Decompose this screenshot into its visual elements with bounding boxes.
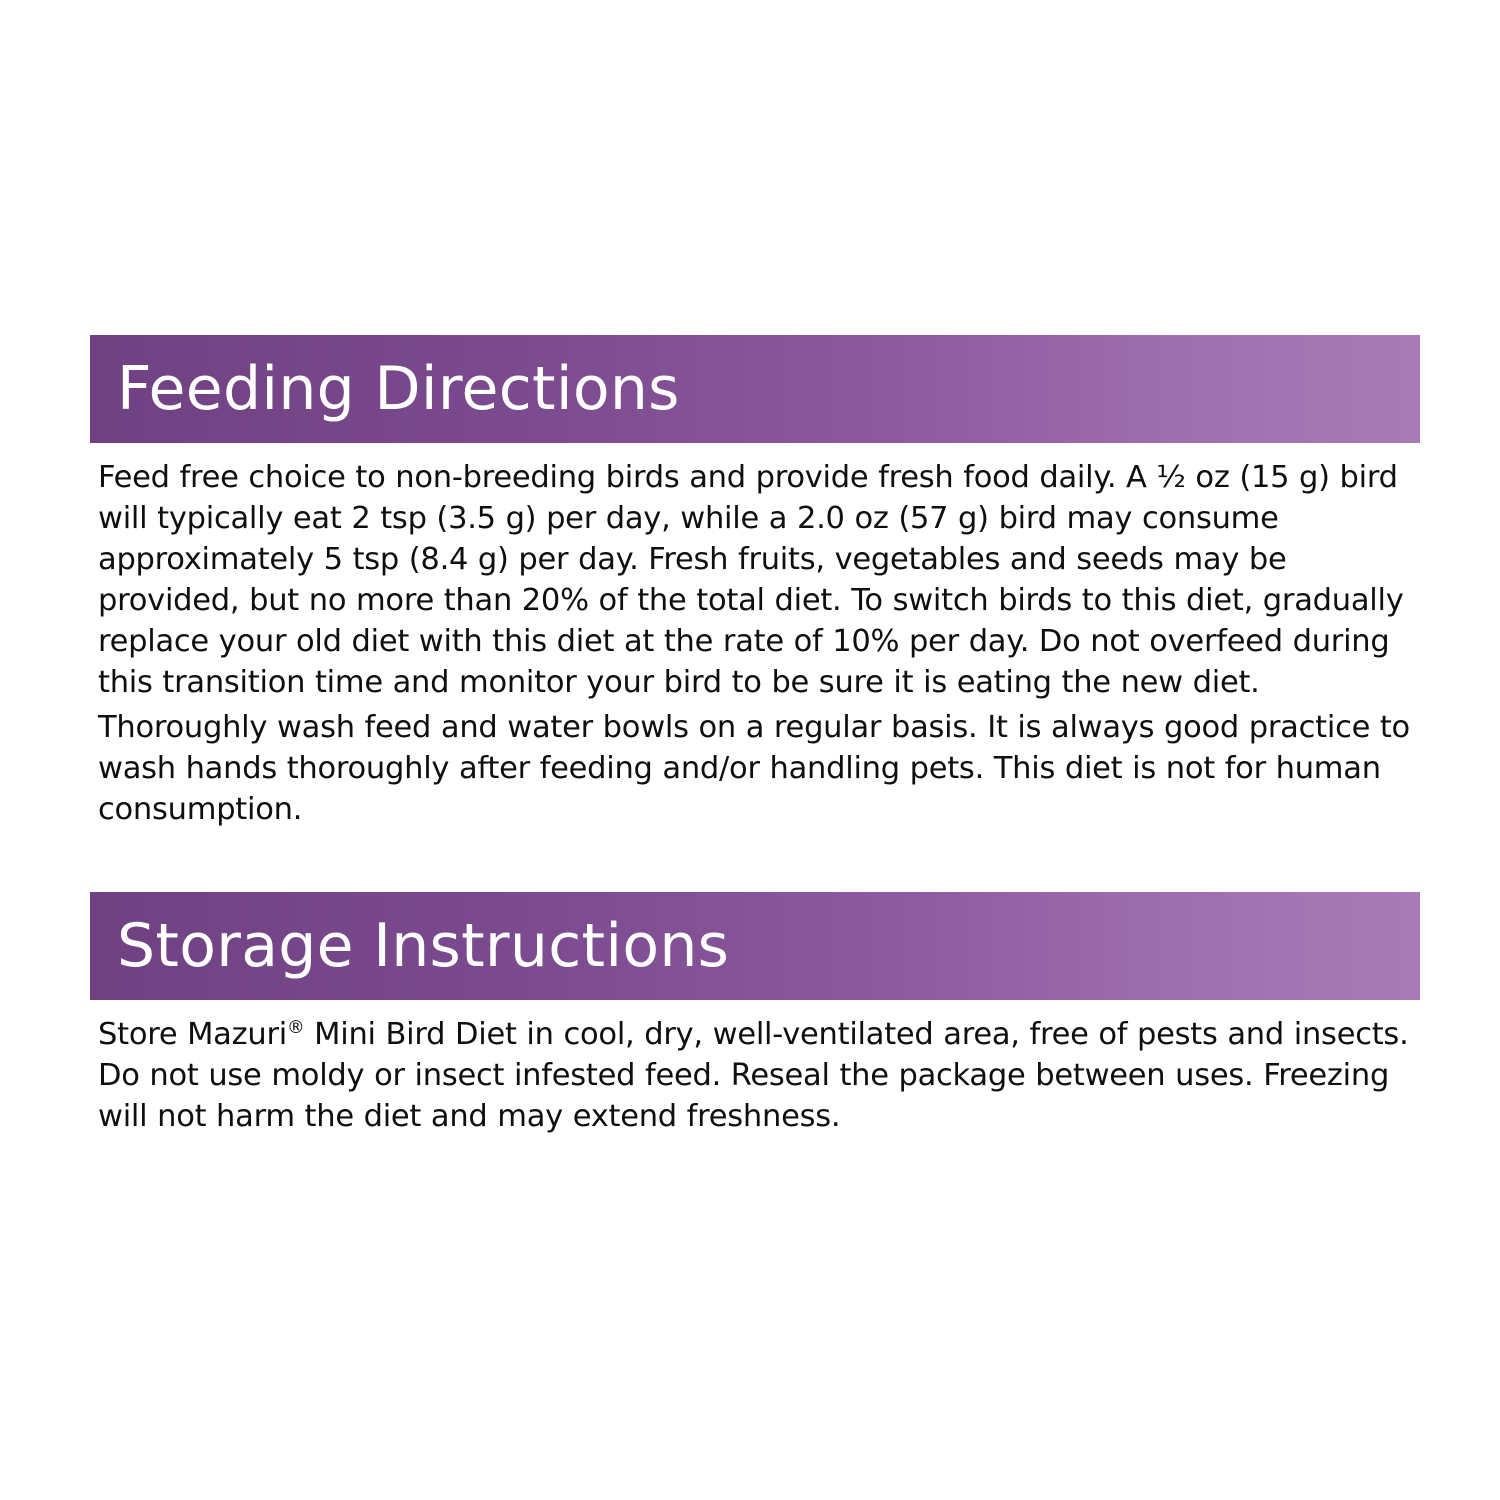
storage-instructions-body (90, 1000, 1420, 1137)
feeding-directions-title: Feeding Directions (117, 354, 680, 424)
storage-instructions-header (90, 892, 1420, 1000)
feeding-directions-paragraph-2: Thoroughly wash feed and water bowls on a regular basis. It is always good practice to wash hands thoroughly after feeding and/or handling pets. This diet is not for human consumption. (98, 710, 1410, 828)
label-content (90, 335, 1420, 1137)
feeding-directions-body (90, 443, 1420, 830)
storage-instructions-title: Storage Instructions (117, 911, 730, 982)
section-spacer (90, 830, 1420, 892)
feeding-directions-paragraph-1: Feed free choice to non-breeding birds and provide fresh food daily. A ½ oz (15 g) bird will typically eat 2 tsp (3.5 g) per day, while a 2.0 oz (57 g) bird may consume approximately 5 tsp (8.4 g) per day. Fresh fruits, vegetables and seeds may be provided, but no more than 20% of the total diet. To switch birds to this diet, gradually replace your old diet with this diet at the rate of 10% per day. Do not overfeed during this transition time and monitor your bird to be sure it is eating the new diet. (98, 460, 1404, 701)
feeding-directions-header (90, 335, 1420, 443)
storage-instructions-paragraph-1: Store Mazuri® Mini Bird Diet in cool, dry, well-ventilated area, free of pests and insects. Do not use moldy or insect infested feed. Reseal the package between uses. Freezing will not harm the diet and may extend freshness. (98, 1017, 1409, 1135)
